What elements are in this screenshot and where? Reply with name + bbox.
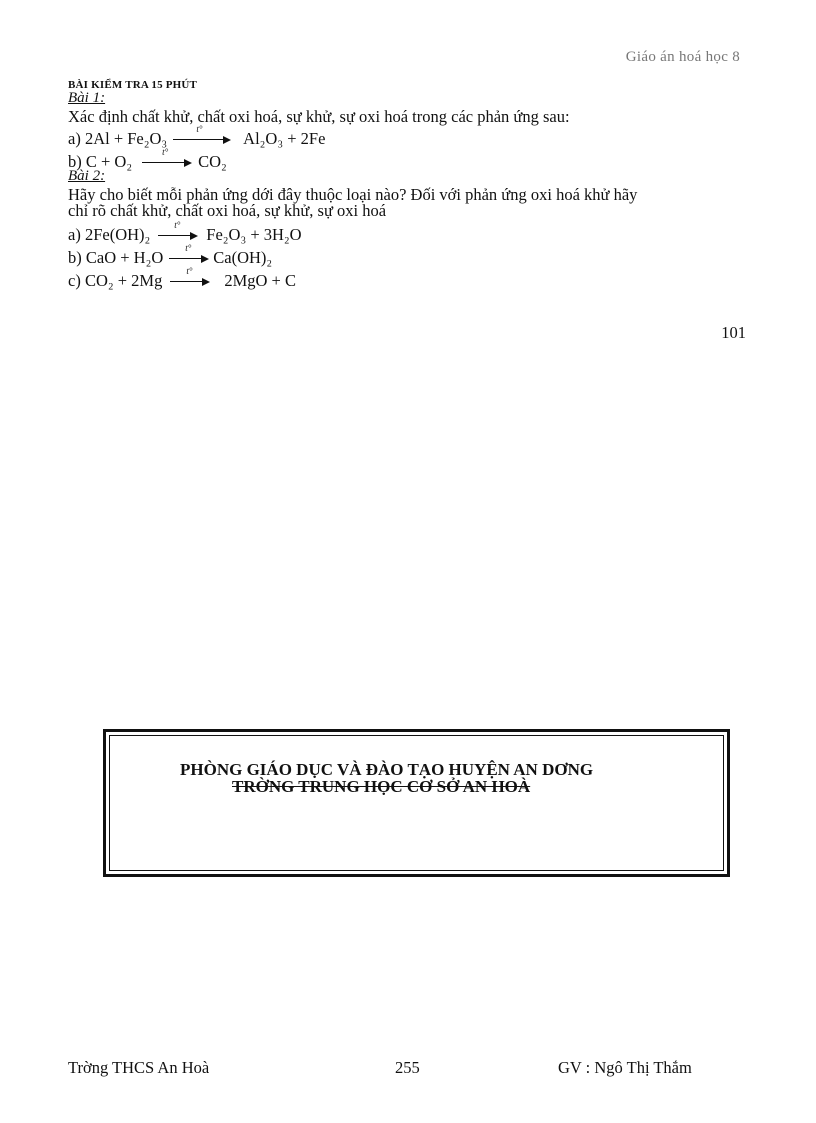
equation-rhs: CO₂ [198,152,227,171]
cover-box-inner-border [109,735,724,871]
reaction-condition: t° [186,266,193,276]
header-title: Giáo án hoá học 8 [625,49,740,65]
reaction-condition: t° [162,147,169,157]
page-marker: 101 [721,323,746,342]
footer-page-number: 255 [395,1058,420,1077]
equation-lhs: b) C + O₂ [68,152,133,171]
department-title: PHÒNG GIÁO DỤC VÀ ĐÀO TẠO HUYỆN AN DƠNG [180,760,594,779]
bai2-equation-c [68,266,296,292]
reaction-arrow-icon [142,147,192,167]
bai2-prompt-line1: Hãy cho biết mỗi phản ứng dới đây thuộc loại nào? Đối với phản ứng oxi hoá khử hãy [68,185,638,204]
equation-lhs: c) CO₂ + 2Mg [68,271,163,290]
equation-lhs: a) 2Fe(OH)₂ [68,225,151,244]
equation-lhs: a) 2Al + Fe₂O₃ [68,129,168,148]
bai2-label: Bài 2: [68,168,106,184]
footer-school: Trờng THCS An Hoà [68,1058,210,1077]
equation-rhs: Al₂O₃ + 2Fe [243,129,326,148]
equation-lhs: b) CaO + H₂O [68,248,164,267]
equation-rhs: Fe₂O₃ + 3H₂O [206,225,302,244]
reaction-condition: t° [174,220,181,230]
reaction-arrow-icon [170,266,210,286]
bai1-label: Bài 1: [68,90,106,106]
footer-teacher: GV : Ngô Thị Thắm [558,1058,692,1077]
reaction-arrow-icon [158,220,198,240]
bai2-prompt-line2: chỉ rõ chất khử, chất oxi hoá, sự khử, sự oxi hoá [68,201,387,220]
reaction-condition: t° [196,124,203,134]
bai1-equation-a [68,124,326,150]
cover-box [103,729,730,877]
reaction-condition: t° [185,243,192,253]
equation-rhs: Ca(OH)₂ [213,248,273,267]
reaction-arrow-icon [169,243,209,263]
bai1-prompt: Xác định chất khử, chất oxi hoá, sự khử, sự oxi hoá trong các phản ứng sau: [68,107,570,126]
test-title: BÀI KIỂM TRA 15 PHÚT [68,79,198,91]
reaction-arrow-icon [173,124,231,144]
equation-rhs: 2MgO + C [224,271,296,290]
bai2-equation-b [68,243,273,269]
school-title: TRỜNG TRUNG HỌC CƠ SỞ AN HOÀ [232,777,531,796]
